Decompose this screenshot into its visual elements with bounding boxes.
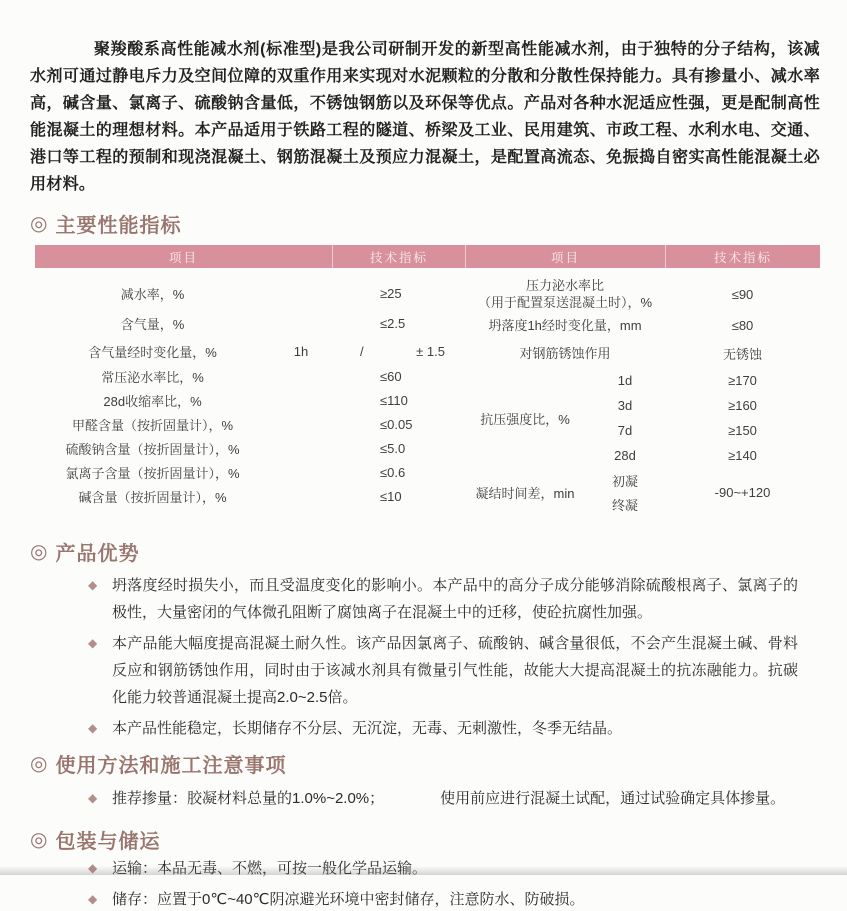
section-title-packaging: 包装与储运	[55, 831, 161, 853]
row-sublabel: 1h	[293, 343, 309, 359]
section-heading-advantages	[30, 540, 820, 563]
row-item-cell	[35, 314, 332, 333]
row-label: 抗压强度比，%	[480, 411, 570, 427]
table-body-left	[35, 268, 465, 508]
row-item-cell	[35, 415, 332, 434]
diamond-bullet-icon: ◆	[88, 861, 98, 875]
table-row	[35, 364, 465, 388]
table-row	[35, 412, 465, 436]
row-item-cell	[35, 391, 332, 410]
section-marker-icon: ◎	[30, 212, 49, 235]
bullet-text: 坍落度经时损失小，而且受温度变化的影响小。本产品中的高分子成分能够消除硫酸根离子、氯离子的极性，大量密闭的气体微孔阻断了腐蚀离子在混凝土中的迁移，使砼抗腐性加强。	[112, 577, 798, 621]
list-item	[30, 857, 820, 880]
row-value-cell: ≤0.6	[380, 464, 406, 480]
row-item-cell	[35, 439, 332, 458]
section-title-usage: 使用方法和施工注意事项	[55, 755, 287, 777]
table-row	[465, 276, 820, 312]
table-row	[35, 484, 465, 508]
row-label: （用于配置泵送混凝土时），%	[477, 295, 653, 310]
row-value-cell: ≤10	[380, 488, 402, 504]
row-value-cell: ≤0.05	[380, 416, 413, 432]
row-label: 碱含量（按折固量计），%	[78, 489, 227, 505]
row-item-cell	[35, 367, 332, 386]
section-heading-usage	[30, 752, 820, 775]
bullet-text: 储存：应置于0℃~40℃阴凉避光环境中密封储存，注意防水、防破损。	[112, 891, 585, 908]
row-value-cell: ≤2.5	[380, 315, 406, 331]
row-label: 甲醛含量（按折固量计），%	[71, 417, 234, 433]
row-value-cell: ≥25	[380, 285, 402, 301]
list-item	[30, 785, 820, 812]
table-body	[35, 268, 820, 516]
row-value: -90~+120	[714, 484, 771, 500]
row-value: ≥160	[728, 398, 757, 413]
row-item-cell	[35, 487, 332, 506]
row-label: 对钢筋锈蚀作用	[519, 345, 611, 361]
row-sublabel: 终凝	[611, 497, 638, 513]
row-label: 硫酸钠含量（按折固量计），%	[65, 441, 240, 457]
row-label: 凝结时间差，min	[475, 485, 575, 501]
row-label: 氯离子含量（按折固量计），%	[65, 465, 240, 481]
table-row	[35, 308, 465, 338]
packaging-list	[30, 857, 820, 911]
row-value-column	[665, 368, 820, 468]
list-item	[30, 572, 820, 626]
row-value-cell: ≤60	[380, 368, 402, 384]
row-item-cell	[465, 317, 665, 334]
row-value: ≥170	[728, 373, 757, 388]
list-item	[30, 630, 820, 711]
table-header-cell-spec-right: 技术指标	[665, 245, 820, 268]
advantages-list	[30, 572, 820, 742]
section-marker-icon: ◎	[30, 540, 49, 563]
row-value-cell: ≤110	[380, 392, 408, 408]
row-label: 坍落度1h经时变化量，mm	[488, 317, 642, 333]
diamond-bullet-icon: ◆	[88, 791, 98, 805]
bullet-text: 本产品能大幅度提高混凝土耐久性。该产品因氯离子、硫酸钠、碱含量很低，不会产生混凝土碱、骨料反应和钢筋锈蚀作用，同时由于该减水剂具有微量引气性能，故能大大提高混凝土的抗冻融能力。抗碳化能力较普通混凝土提高2.0~2.5倍。	[112, 635, 798, 706]
table-row	[465, 312, 820, 338]
row-label: 含气量经时变化量，%	[88, 344, 217, 360]
bullet-text: 本产品性能稳定，长期储存不分层、无沉淀，无毒、无刺激性，冬季无结晶。	[112, 720, 623, 737]
row-value: ≥140	[728, 448, 757, 463]
usage-note-text: 使用前应进行混凝土试配，通过试验确定具体掺量。	[440, 790, 786, 807]
row-value-cell	[332, 344, 465, 359]
section-marker-icon: ◎	[30, 752, 49, 775]
row-value-cell: ≤5.0	[380, 440, 406, 456]
row-value-slash: /	[360, 343, 364, 359]
diamond-bullet-icon: ◆	[88, 578, 98, 592]
bullet-text: 运输：本品无毒、不燃，可按一般化学品运输。	[112, 860, 428, 877]
table-row	[35, 278, 465, 308]
row-item-cell	[35, 463, 332, 482]
diamond-bullet-icon: ◆	[88, 721, 98, 735]
list-item	[30, 715, 820, 742]
row-sublabel-column	[585, 368, 665, 468]
row-value: ± 1.5	[416, 343, 445, 359]
row-item-cell	[465, 277, 665, 311]
intro-paragraph: 聚羧酸系高性能减水剂(标准型)是我公司研制开发的新型高性能减水剂，由于独特的分子结构，该减水剂可通过静电斥力及空间位障的双重作用来实现对水泥颗粒的分散和分散性保持能力。具有掺量小、减水率高，碱含量、氯离子、硫酸钠含量低，不锈蚀钢筋以及环保等优点。产品对各种水泥适应性强，更是配制高性能混凝土的理想材料。本产品适用于铁路工程的隧道、桥梁及工业、民用建筑、市政工程、水利水电、交通、港口等工程的预制和现浇混凝土、钢筋混凝土及预应力混凝土，是配置高流态、免振捣自密实高性能混凝土必用材料。	[30, 41, 820, 193]
section-heading-performance	[30, 212, 820, 235]
row-sublabel: 7d	[617, 423, 633, 438]
row-value: ≥150	[728, 423, 757, 438]
table-row-group	[465, 368, 820, 468]
row-item-cell	[465, 345, 665, 362]
table-body-right	[465, 268, 820, 516]
diamond-bullet-icon: ◆	[88, 892, 98, 906]
row-sublabel: 初凝	[611, 473, 638, 489]
bullet-text	[112, 785, 820, 812]
row-sublabel: 28d	[614, 448, 636, 463]
table-header-cell-item-left: 项目	[168, 250, 198, 265]
row-value-cell: ≤90	[731, 286, 754, 302]
row-label: 含气量，%	[120, 316, 185, 332]
performance-table	[35, 245, 820, 516]
diamond-bullet-icon: ◆	[88, 636, 98, 650]
table-row	[35, 338, 465, 364]
section-marker-icon: ◎	[30, 828, 49, 851]
row-item-cell	[35, 284, 332, 303]
table-row	[35, 460, 465, 484]
row-label: 常压泌水率比，%	[101, 369, 204, 385]
table-row	[35, 388, 465, 412]
row-label: 28d收缩率比，%	[103, 393, 202, 409]
row-sublabel: 3d	[617, 398, 633, 413]
section-title-advantages: 产品优势	[55, 543, 140, 565]
table-header-cell-item-right: 项目	[465, 245, 665, 268]
section-title-performance: 主要性能指标	[55, 215, 182, 237]
section-heading-packaging	[30, 828, 820, 851]
usage-dosage-text: 推荐掺量：胶凝材料总量的1.0%~2.0%；	[112, 790, 385, 807]
table-row	[465, 338, 820, 368]
row-sublabel: 1d	[617, 373, 633, 388]
table-row	[35, 436, 465, 460]
list-item	[30, 888, 820, 911]
table-header-row	[35, 245, 820, 268]
row-label: 减水率，%	[120, 286, 185, 302]
row-value-cell: 无锈蚀	[722, 346, 762, 362]
row-value-cell: ≤80	[731, 317, 754, 333]
usage-list	[30, 785, 820, 812]
row-label: 压力泌水率比	[525, 278, 604, 293]
table-header-cell-spec-left: 技术指标	[332, 245, 465, 268]
row-item-cell	[35, 342, 332, 361]
table-row-group	[465, 468, 820, 516]
row-sublabel-column	[585, 468, 665, 516]
